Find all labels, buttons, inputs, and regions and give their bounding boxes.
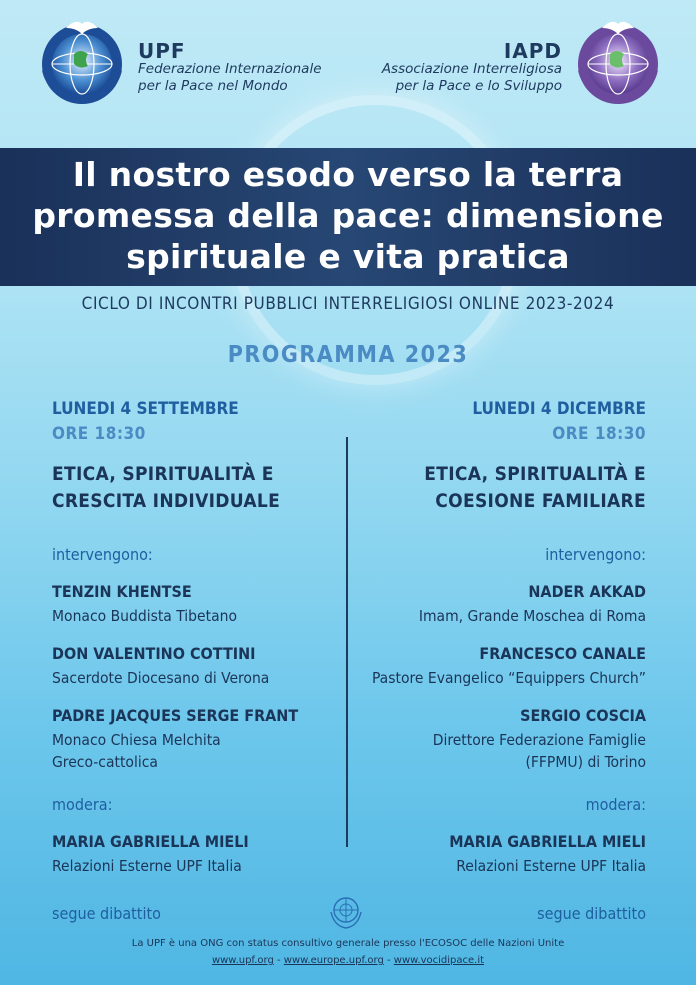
event-topic xyxy=(346,461,646,515)
footer-link-upf[interactable]: www.upf.org xyxy=(211,955,274,966)
title-line-1: Il nostro esodo verso la terra xyxy=(72,155,624,194)
speaker-item xyxy=(52,582,352,627)
footer-link-europe[interactable]: www.europe.upf.org xyxy=(283,955,384,966)
speaker-role: Direttore Federazione Famiglie xyxy=(432,731,646,749)
event-right xyxy=(346,398,646,924)
speaker-name: PADRE JACQUES SERGE FRANT xyxy=(52,706,299,725)
event-time: ORE 18:30 xyxy=(552,424,646,444)
speaker-role: Monaco Buddista Tibetano xyxy=(52,607,237,625)
speaker-name: DON VALENTINO COTTINI xyxy=(52,644,256,663)
event-topic-line1: ETICA, SPIRITUALITÀ E xyxy=(52,463,274,485)
event-topic-line2: CRESCITA INDIVIDUALE xyxy=(52,490,281,512)
upf-globe-logo xyxy=(36,14,128,108)
footer-link-vocidipace[interactable]: www.vocidipace.it xyxy=(393,955,485,966)
moderator-item xyxy=(346,832,646,877)
speaker-role: Pastore Evangelico “Equippers Church” xyxy=(371,669,646,687)
event-topic-line1: ETICA, SPIRITUALITÀ E xyxy=(424,463,646,485)
upf-name-line2: per la Pace nel Mondo xyxy=(138,78,288,94)
event-time: ORE 18:30 xyxy=(52,424,146,444)
moderator-label: modera: xyxy=(52,795,113,814)
event-date: LUNEDI 4 SETTEMBRE xyxy=(52,399,239,419)
speaker-name: FRANCESCO CANALE xyxy=(479,644,646,663)
upf-abbr: UPF xyxy=(138,39,186,63)
iapd-org-block xyxy=(381,39,562,95)
speakers-label: intervengono: xyxy=(545,545,646,564)
speaker-role-line2: (FFPMU) di Torino xyxy=(525,753,646,771)
follow-up-note: segue dibattito xyxy=(52,904,161,923)
moderator-role: Relazioni Esterne UPF Italia xyxy=(52,857,242,875)
speaker-name: NADER AKKAD xyxy=(528,582,646,601)
footer-separator: - xyxy=(383,955,394,966)
iapd-globe-logo xyxy=(572,14,664,108)
moderator-name: MARIA GABRIELLA MIELI xyxy=(52,832,249,851)
upf-org-block xyxy=(138,39,322,95)
speaker-role: Monaco Chiesa Melchita xyxy=(52,731,221,749)
iapd-name-line2: per la Pace e lo Sviluppo xyxy=(395,78,562,94)
follow-up-note: segue dibattito xyxy=(537,904,646,923)
moderator-role: Relazioni Esterne UPF Italia xyxy=(456,857,646,875)
speaker-role: Imam, Grande Moschea di Roma xyxy=(418,607,646,625)
un-emblem-icon xyxy=(325,890,367,932)
upf-name-line1: Federazione Internazionale xyxy=(138,61,322,77)
moderator-name: MARIA GABRIELLA MIELI xyxy=(449,832,646,851)
footer-note: La UPF è una ONG con status consultivo generale presso l'ECOSOC delle Nazioni Unite xyxy=(131,938,565,949)
speakers-label: intervengono: xyxy=(52,545,153,564)
speaker-item xyxy=(346,706,646,773)
moderator-label: modera: xyxy=(585,795,646,814)
footer-separator: - xyxy=(273,955,284,966)
speaker-role: Sacerdote Diocesano di Verona xyxy=(52,669,270,687)
speaker-role-line2: Greco-cattolica xyxy=(52,753,158,771)
speaker-item xyxy=(346,582,646,627)
speaker-name: TENZIN KHENTSE xyxy=(52,582,192,601)
iapd-abbr: IAPD xyxy=(503,39,562,63)
title-line-3: spirituale e vita pratica xyxy=(126,237,570,276)
event-topic xyxy=(52,461,352,515)
footer-links xyxy=(0,955,696,966)
iapd-name-line1: Associazione Interreligiosa xyxy=(381,61,562,77)
event-left xyxy=(52,398,352,924)
speaker-item xyxy=(346,644,646,689)
event-date: LUNEDI 4 DICEMBRE xyxy=(472,399,646,419)
moderator-item xyxy=(52,832,352,877)
title-line-2: promessa della pace: dimensione xyxy=(32,196,664,235)
speaker-item xyxy=(52,644,352,689)
title-banner xyxy=(0,148,696,286)
programme-heading: PROGRAMMA 2023 xyxy=(227,342,469,368)
footer xyxy=(0,938,696,966)
speaker-name: SERGIO COSCIA xyxy=(520,706,646,725)
event-topic-line2: COESIONE FAMILIARE xyxy=(435,490,646,512)
series-subtitle: CICLO DI INCONTRI PUBBLICI INTERRELIGIOSI ONLINE 2023-2024 xyxy=(81,294,615,314)
speaker-item xyxy=(52,706,352,773)
